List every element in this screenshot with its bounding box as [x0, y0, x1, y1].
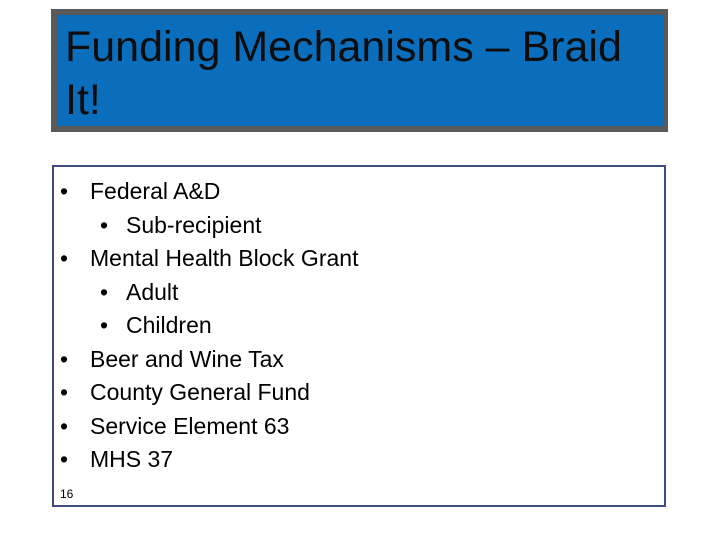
bullet-list	[54, 175, 664, 477]
list-item	[54, 376, 664, 410]
list-item	[54, 242, 664, 276]
list-item-text: Adult	[126, 278, 179, 305]
list-item-text: Mental Health Block Grant	[90, 245, 359, 271]
bullet-icon: •	[60, 412, 69, 439]
bullet-icon: •	[60, 379, 69, 405]
list-item	[54, 443, 664, 477]
list-item	[54, 276, 664, 310]
bullet-icon: •	[100, 312, 109, 338]
list-item	[54, 343, 664, 377]
content-box	[52, 165, 666, 507]
list-item-text: MHS 37	[90, 446, 174, 472]
list-item	[54, 175, 664, 209]
slide-title: Funding Mechanisms – Braid It!	[65, 23, 622, 124]
bullet-icon: •	[60, 245, 69, 271]
bullet-icon: •	[60, 345, 69, 372]
list-item-text: Beer and Wine Tax	[90, 345, 284, 372]
bullet-icon: •	[100, 211, 109, 238]
list-item-text: Children	[126, 312, 212, 338]
list-item-text: County General Fund	[90, 379, 310, 405]
list-item	[54, 209, 664, 243]
list-item-text: Service Element 63	[90, 412, 290, 439]
list-item-text: Sub-recipient	[126, 211, 262, 238]
list-item	[54, 309, 664, 343]
bullet-icon: •	[60, 178, 69, 204]
list-item	[54, 410, 664, 444]
bullet-icon: •	[60, 446, 69, 472]
bullet-icon: •	[100, 278, 109, 305]
page-number: 16	[60, 487, 74, 501]
slide-title-box	[51, 9, 668, 132]
list-item-text: Federal A&D	[90, 178, 221, 204]
